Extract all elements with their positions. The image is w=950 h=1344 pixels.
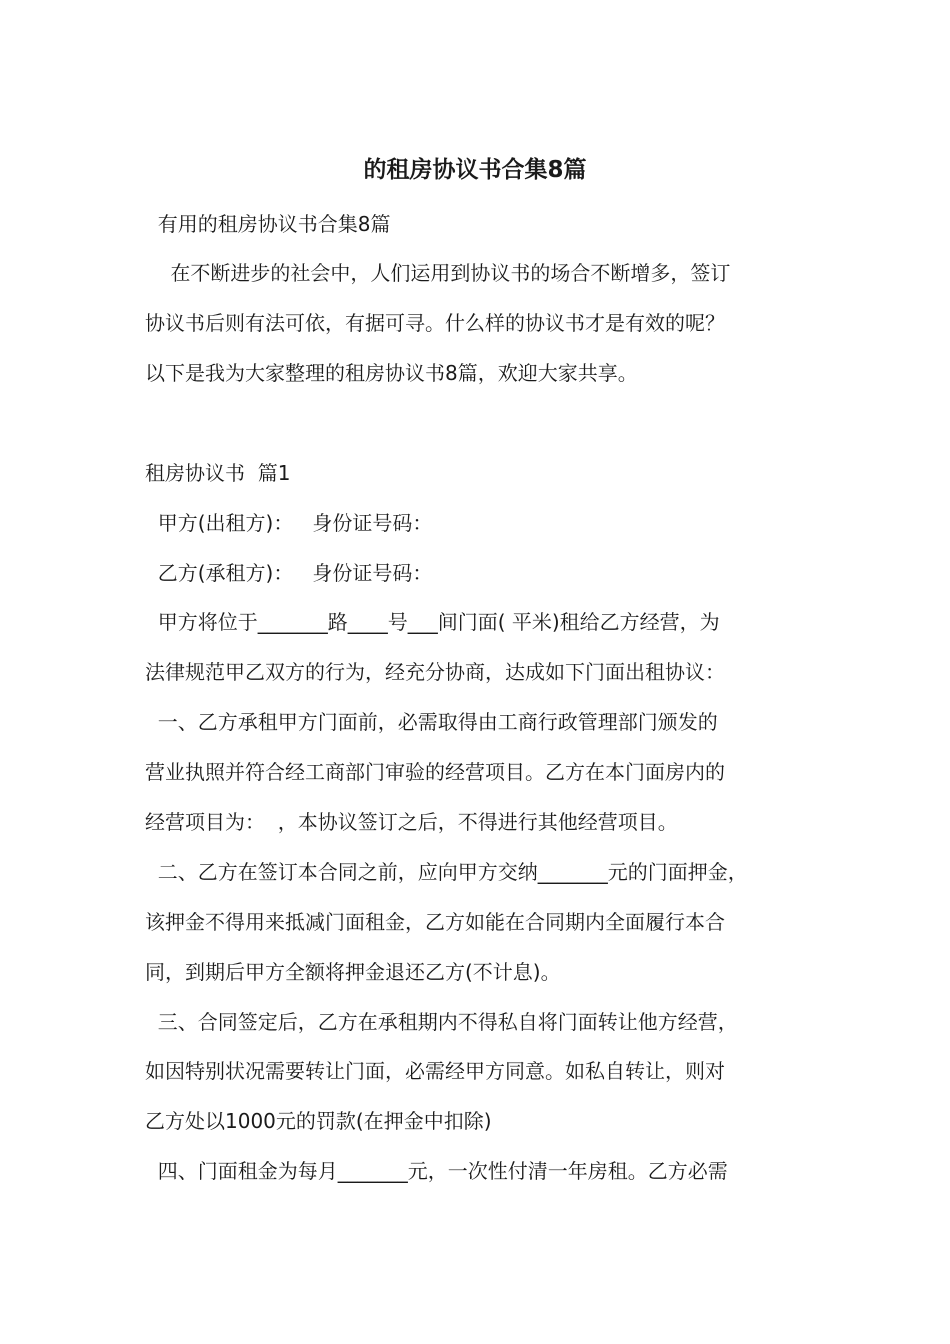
body-line: 乙方处以1000元的罚款(在押金中扣除) (145, 1109, 492, 1133)
party-b-line: 乙方(承租方)： 身份证号码： (145, 561, 433, 585)
body-line: 经营项目为： ，本协议签订之后，不得进行其他经营项目。 (145, 810, 678, 834)
body-line: 甲方将位于_______路____号___间门面( 平米)租给乙方经营，为 (145, 610, 720, 634)
party-a-line: 甲方(出租方)： 身份证号码： (145, 511, 433, 535)
body-line: 三、合同签定后，乙方在承租期内不得私自将门面转让他方经营， (145, 1010, 738, 1034)
body-line: 营业执照并符合经工商部门审验的经营项目。乙方在本门面房内的 (145, 760, 725, 784)
body-line: 法律规范甲乙双方的行为，经充分协商，达成如下门面出租协议： (145, 660, 725, 684)
intro-line-3: 以下是我为大家整理的租房协议书8篇，欢迎大家共享。 (145, 361, 638, 385)
body-line: 二、乙方在签订本合同之前，应向甲方交纳_______元的门面押金， (145, 860, 748, 884)
body-line: 同，到期后甲方全额将押金退还乙方(不计息)。 (145, 960, 561, 984)
intro-line-2: 协议书后则有法可依，有据可寻。什么样的协议书才是有效的呢？ (145, 311, 725, 335)
subtitle-line: 有用的租房协议书合集8篇 (145, 212, 391, 236)
body-line: 一、乙方承租甲方门面前，必需取得由工商行政管理部门颁发的 (145, 710, 718, 734)
body-line: 如因特别状况需要转让门面，必需经甲方同意。如私自转让，则对 (145, 1059, 725, 1083)
document-title: 的租房协议书合集8篇 (363, 157, 587, 183)
intro-line-1: 在不断进步的社会中，人们运用到协议书的场合不断增多，签订 (145, 261, 731, 285)
body-line: 该押金不得用来抵减门面租金，乙方如能在合同期内全面履行本合 (145, 910, 725, 934)
body-line: 四、门面租金为每月_______元，一次性付清一年房租。乙方必需 (145, 1159, 728, 1183)
section-heading: 租房协议书 篇1 (145, 461, 291, 485)
